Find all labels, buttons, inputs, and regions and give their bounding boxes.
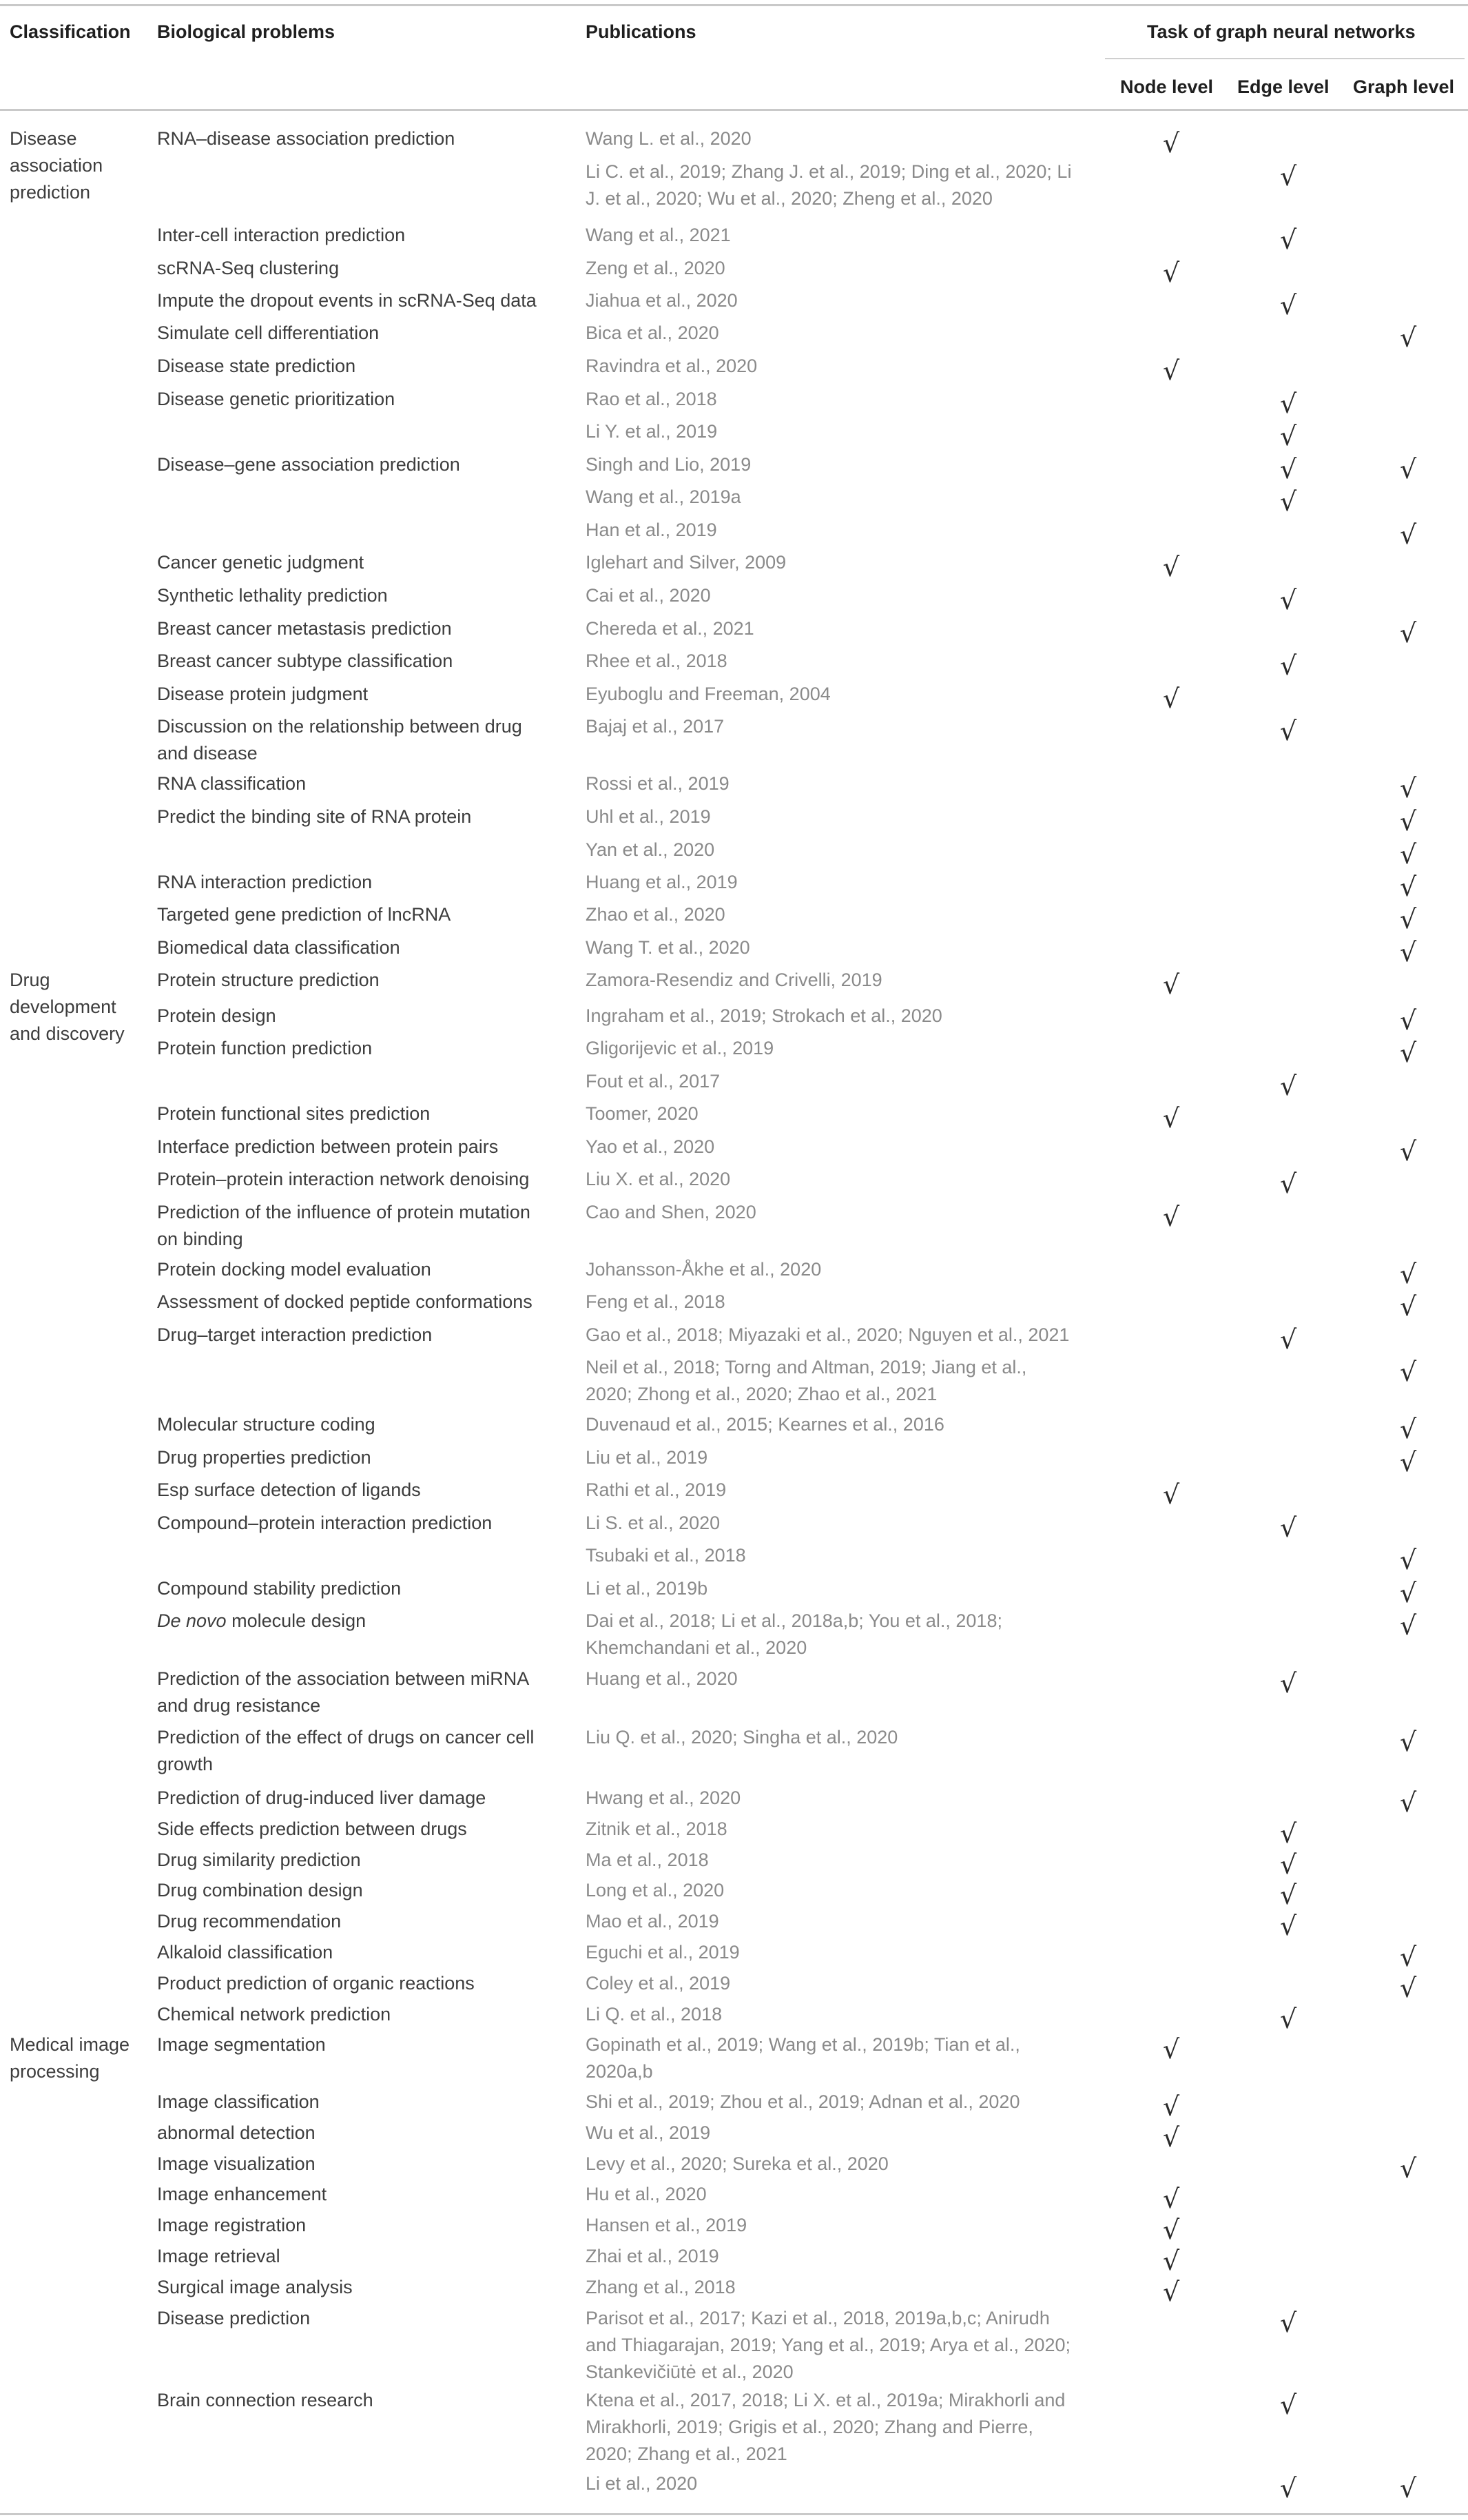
- classification-category: Drug development and discovery: [10, 970, 125, 1044]
- biological-problem: Disease prediction: [157, 2308, 311, 2328]
- node-level-check: √: [1163, 356, 1180, 386]
- publication-cell: Wang et al., 2019a: [586, 486, 741, 507]
- publication-cell: Li Q. et al., 2018: [586, 2004, 723, 2025]
- graph-level-check: √: [1400, 1259, 1417, 1289]
- biological-problem: Prediction of the association between miRNA and drug resistance: [157, 1668, 530, 1716]
- publication-cell: Feng et al., 2018: [586, 1291, 725, 1312]
- biological-problem: Compound stability prediction: [157, 1578, 402, 1599]
- edge-level-check: √: [1280, 1819, 1297, 1849]
- graph-level-check: √: [1400, 2153, 1417, 2184]
- biological-problem: Cancer genetic judgment: [157, 552, 364, 573]
- graph-level-check: √: [1400, 1787, 1417, 1818]
- publication-cell: Gao et al., 2018; Miyazaki et al., 2020; Nguyen et al., 2021: [586, 1324, 1070, 1345]
- publication-cell: Zamora-Resendiz and Crivelli, 2019: [586, 970, 882, 990]
- edge-level-check: √: [1280, 651, 1297, 681]
- biological-problem: Biomedical data classification: [157, 937, 400, 958]
- edge-level-check: √: [1280, 2004, 1297, 2034]
- edge-level-check: √: [1280, 1880, 1297, 1910]
- publication-cell: Neil et al., 2018; Torng and Altman, 2019; Jiang et al., 2020; Zhong et al., 2020; Zhao et al., 2021: [586, 1357, 1027, 1404]
- edge-level-check: √: [1280, 1071, 1297, 1101]
- graph-level-check: √: [1400, 520, 1417, 550]
- node-level-check: √: [1163, 2277, 1180, 2307]
- edge-level-check: √: [1280, 1324, 1297, 1355]
- edge-level-check: √: [1280, 421, 1297, 451]
- graph-level-check: √: [1400, 806, 1417, 837]
- graph-level-check: √: [1400, 618, 1417, 648]
- publication-cell: Jiahua et al., 2020: [586, 290, 738, 311]
- graph-level-check: √: [1400, 904, 1417, 934]
- publication-cell: Wang T. et al., 2020: [586, 937, 750, 958]
- publication-cell: Zhang et al., 2018: [586, 2277, 736, 2297]
- graph-level-check: √: [1400, 1291, 1417, 1322]
- header-biological-problems: Biological problems: [157, 21, 335, 42]
- biological-problem: Disease state prediction: [157, 356, 356, 376]
- publication-cell: Hwang et al., 2020: [586, 1787, 741, 1808]
- publication-cell: Toomer, 2020: [586, 1103, 699, 1124]
- publication-cell: Rao et al., 2018: [586, 389, 717, 409]
- publication-cell: Shi et al., 2019; Zhou et al., 2019; Adnan et al., 2020: [586, 2091, 1020, 2112]
- biological-problem: Esp surface detection of ligands: [157, 1479, 421, 1500]
- node-level-check: √: [1163, 258, 1180, 288]
- node-level-check: √: [1163, 2215, 1180, 2245]
- header-graph-level: Graph level: [1353, 76, 1455, 97]
- edge-level-check: √: [1280, 225, 1297, 255]
- publication-cell: Bica et al., 2020: [586, 322, 719, 343]
- edge-level-check: √: [1280, 585, 1297, 615]
- publication-cell: Gopinath et al., 2019; Wang et al., 2019b; Tian et al., 2020a,b: [586, 2034, 1020, 2082]
- publication-cell: Li et al., 2019b: [586, 1578, 708, 1599]
- biological-problem: Image classification: [157, 2091, 320, 2112]
- biological-problem: Targeted gene prediction of lncRNA: [157, 904, 451, 925]
- biological-problem: Product prediction of organic reactions: [157, 1973, 475, 1994]
- publication-cell: Liu Q. et al., 2020; Singha et al., 2020: [586, 1727, 898, 1748]
- publication-cell: Wang L. et al., 2020: [586, 128, 752, 149]
- biological-problem: Impute the dropout events in scRNA-Seq data: [157, 290, 537, 311]
- publication-cell: Duvenaud et al., 2015; Kearnes et al., 2016: [586, 1414, 944, 1435]
- publication-cell: Yan et al., 2020: [586, 839, 715, 860]
- header-node-level: Node level: [1120, 76, 1214, 97]
- edge-level-check: √: [1280, 389, 1297, 419]
- publication-cell: Liu et al., 2019: [586, 1447, 708, 1468]
- table-bottom-rule: [0, 2513, 1468, 2515]
- publication-cell: Wang et al., 2021: [586, 225, 731, 245]
- biological-problem: Prediction of drug-induced liver damage: [157, 1787, 486, 1808]
- publication-cell: Zhai et al., 2019: [586, 2246, 719, 2266]
- publication-cell: Eguchi et al., 2019: [586, 1942, 740, 1963]
- publication-cell: Hu et al., 2020: [586, 2184, 707, 2204]
- publication-cell: Li et al., 2020: [586, 2473, 698, 2494]
- edge-level-check: √: [1280, 290, 1297, 320]
- biological-problem: Disease protein judgment: [157, 684, 369, 704]
- publication-cell: Huang et al., 2020: [586, 1668, 738, 1689]
- biological-problem: Image visualization: [157, 2153, 316, 2174]
- graph-level-check: √: [1400, 322, 1417, 353]
- publication-cell: Wu et al., 2019: [586, 2122, 711, 2143]
- publication-cell: Yao et al., 2020: [586, 1136, 715, 1157]
- publication-cell: Tsubaki et al., 2018: [586, 1545, 746, 1566]
- graph-level-check: √: [1400, 1447, 1417, 1477]
- publication-cell: Singh and Lio, 2019: [586, 454, 752, 475]
- edge-level-check: √: [1280, 1911, 1297, 1941]
- header-edge-level: Edge level: [1237, 76, 1330, 97]
- graph-level-check: √: [1400, 872, 1417, 902]
- publication-cell: Dai et al., 2018; Li et al., 2018a,b; You et al., 2018; Khemchandani et al., 2020: [586, 1610, 1002, 1658]
- publication-cell: Huang et al., 2019: [586, 872, 738, 892]
- node-level-check: √: [1163, 1479, 1180, 1510]
- edge-level-check: √: [1280, 2308, 1297, 2338]
- graph-level-check: √: [1400, 1610, 1417, 1641]
- biological-problem: Compound–protein interaction prediction: [157, 1513, 493, 1533]
- node-level-check: √: [1163, 2184, 1180, 2214]
- classification-category: Disease association prediction: [10, 128, 103, 203]
- biological-problem: Prediction of the influence of protein mutation on binding: [157, 1202, 530, 1249]
- graph-level-check: √: [1400, 1942, 1417, 1972]
- biological-problem: Image registration: [157, 2215, 307, 2235]
- biological-problem: Disease–gene association prediction: [157, 454, 460, 475]
- publication-cell: Coley et al., 2019: [586, 1973, 731, 1994]
- publication-cell: Ravindra et al., 2020: [586, 356, 758, 376]
- publication-cell: Li S. et al., 2020: [586, 1513, 721, 1533]
- biological-problem: RNA–disease association prediction: [157, 128, 455, 149]
- publication-cell: Chereda et al., 2021: [586, 618, 754, 639]
- publication-cell: Gligorijevic et al., 2019: [586, 1038, 774, 1058]
- biological-problem: Discussion on the relationship between drug and disease: [157, 716, 522, 764]
- biological-problem: Protein structure prediction: [157, 970, 380, 990]
- biological-problem: Drug combination design: [157, 1880, 363, 1901]
- biological-problem: Drug properties prediction: [157, 1447, 371, 1468]
- biological-problem: Interface prediction between protein pairs: [157, 1136, 499, 1157]
- edge-level-check: √: [1280, 1513, 1297, 1543]
- graph-level-check: √: [1400, 773, 1417, 803]
- publication-cell: Ktena et al., 2017, 2018; Li X. et al., 2019a; Mirakhorli and Mirakhorli, 2019; Grigis et al., 2020; Zhang and Pierre, 2020; Zhang et al., 2021: [586, 2390, 1066, 2464]
- graph-level-check: √: [1400, 937, 1417, 967]
- publication-cell: Hansen et al., 2019: [586, 2215, 747, 2235]
- biological-problem: Drug–target interaction prediction: [157, 1324, 433, 1345]
- node-level-check: √: [1163, 128, 1180, 158]
- graph-level-check: √: [1400, 1578, 1417, 1608]
- header-classification: Classification: [10, 21, 131, 42]
- node-level-check: √: [1163, 2034, 1180, 2065]
- biological-problem: abnormal detection: [157, 2122, 316, 2143]
- node-level-check: √: [1163, 684, 1180, 714]
- biological-problem: Image enhancement: [157, 2184, 327, 2204]
- publication-cell: Long et al., 2020: [586, 1880, 725, 1901]
- biological-problem: Molecular structure coding: [157, 1414, 375, 1435]
- biological-problem: Image retrieval: [157, 2246, 280, 2266]
- biological-problem: Simulate cell differentiation: [157, 322, 380, 343]
- biological-problem: RNA classification: [157, 773, 307, 794]
- publication-cell: Cao and Shen, 2020: [586, 1202, 756, 1222]
- biological-problem: Protein functional sites prediction: [157, 1103, 431, 1124]
- biological-problem: Breast cancer metastasis prediction: [157, 618, 452, 639]
- biological-problem: Protein–protein interaction network denoising: [157, 1169, 530, 1189]
- publication-cell: Li Y. et al., 2019: [586, 421, 718, 442]
- biological-problem: Prediction of the effect of drugs on cancer cell growth: [157, 1727, 535, 1774]
- publication-cell: Eyuboglu and Freeman, 2004: [586, 684, 831, 704]
- node-level-check: √: [1163, 552, 1180, 582]
- biological-problem: Brain connection research: [157, 2390, 373, 2410]
- publication-cell: Iglehart and Silver, 2009: [586, 552, 787, 573]
- header-bottom-rule: [0, 109, 1468, 111]
- graph-level-check: √: [1400, 2473, 1417, 2503]
- publication-cell: Johansson-Åkhe et al., 2020: [586, 1259, 822, 1280]
- edge-level-check: √: [1280, 1850, 1297, 1880]
- biological-problem: Inter-cell interaction prediction: [157, 225, 406, 245]
- biological-problem: De novo molecule design: [157, 1610, 366, 1631]
- biological-problem: Surgical image analysis: [157, 2277, 353, 2297]
- node-level-check: √: [1163, 1202, 1180, 1232]
- biological-problem: Side effects prediction between drugs: [157, 1819, 467, 1839]
- publication-cell: Rathi et al., 2019: [586, 1479, 727, 1500]
- node-level-check: √: [1163, 2091, 1180, 2122]
- node-level-check: √: [1163, 2122, 1180, 2153]
- graph-level-check: √: [1400, 1545, 1417, 1575]
- biological-problem: Predict the binding site of RNA protein: [157, 806, 472, 827]
- task-span-rule: [1105, 58, 1465, 59]
- edge-level-check: √: [1280, 454, 1297, 484]
- edge-level-check: √: [1280, 1668, 1297, 1699]
- header-publications: Publications: [586, 21, 696, 42]
- publication-cell: Rossi et al., 2019: [586, 773, 730, 794]
- publication-cell: Liu X. et al., 2020: [586, 1169, 731, 1189]
- publication-cell: Fout et al., 2017: [586, 1071, 721, 1092]
- publication-cell: Han et al., 2019: [586, 520, 717, 540]
- biological-problem: Image segmentation: [157, 2034, 326, 2055]
- graph-level-check: √: [1400, 454, 1417, 484]
- publication-cell: Mao et al., 2019: [586, 1911, 719, 1932]
- biological-problem: Alkaloid classification: [157, 1942, 333, 1963]
- publication-cell: Zitnik et al., 2018: [586, 1819, 727, 1839]
- biological-problem: Chemical network prediction: [157, 2004, 391, 2025]
- publication-cell: Li C. et al., 2019; Zhang J. et al., 2019; Ding et al., 2020; Li J. et al., 2020; Wu et al., 2020; Zheng et al., 2020: [586, 161, 1072, 209]
- graph-level-check: √: [1400, 1357, 1417, 1387]
- edge-level-check: √: [1280, 486, 1297, 517]
- graph-level-check: √: [1400, 1414, 1417, 1444]
- publication-cell: Parisot et al., 2017; Kazi et al., 2018, 2019a,b,c; Anirudh and Thiagarajan, 2019; Yang et al., 2019; Arya et al., 2020; Stankevičiūtė et al., 2020: [586, 2308, 1071, 2382]
- publication-cell: Levy et al., 2020; Sureka et al., 2020: [586, 2153, 889, 2174]
- publication-cell: Cai et al., 2020: [586, 585, 711, 606]
- graph-level-check: √: [1400, 1136, 1417, 1167]
- node-level-check: √: [1163, 2246, 1180, 2276]
- publication-cell: Uhl et al., 2019: [586, 806, 711, 827]
- publication-cell: Bajaj et al., 2017: [586, 716, 725, 737]
- biological-problem: Assessment of docked peptide conformations: [157, 1291, 533, 1312]
- biological-problem: Breast cancer subtype classification: [157, 651, 453, 671]
- biological-problem: Protein docking model evaluation: [157, 1259, 431, 1280]
- graph-level-check: √: [1400, 839, 1417, 870]
- biological-problem: Disease genetic prioritization: [157, 389, 395, 409]
- biological-problem: RNA interaction prediction: [157, 872, 373, 892]
- biological-problem: Protein design: [157, 1005, 276, 1026]
- biological-problem: scRNA-Seq clustering: [157, 258, 340, 278]
- publication-cell: Zeng et al., 2020: [586, 258, 725, 278]
- edge-level-check: √: [1280, 716, 1297, 746]
- biological-problem: Synthetic lethality prediction: [157, 585, 388, 606]
- node-level-check: √: [1163, 1103, 1180, 1134]
- table-top-rule: [0, 4, 1468, 6]
- node-level-check: √: [1163, 970, 1180, 1000]
- publication-cell: Rhee et al., 2018: [586, 651, 727, 671]
- graph-level-check: √: [1400, 1973, 1417, 2003]
- graph-level-check: √: [1400, 1005, 1417, 1036]
- graph-level-check: √: [1400, 1038, 1417, 1068]
- edge-level-check: √: [1280, 2473, 1297, 2503]
- graph-level-check: √: [1400, 1727, 1417, 1757]
- header-task-span: Task of graph neural networks: [1147, 21, 1416, 42]
- publication-cell: Ingraham et al., 2019; Strokach et al., 2020: [586, 1005, 942, 1026]
- edge-level-check: √: [1280, 2390, 1297, 2420]
- edge-level-check: √: [1280, 1169, 1297, 1199]
- classification-category: Medical image processing: [10, 2034, 130, 2082]
- publication-cell: Zhao et al., 2020: [586, 904, 725, 925]
- biological-problem: Drug recommendation: [157, 1911, 342, 1932]
- edge-level-check: √: [1280, 161, 1297, 192]
- biological-problem: Drug similarity prediction: [157, 1850, 361, 1870]
- biological-problem: Protein function prediction: [157, 1038, 373, 1058]
- publication-cell: Ma et al., 2018: [586, 1850, 709, 1870]
